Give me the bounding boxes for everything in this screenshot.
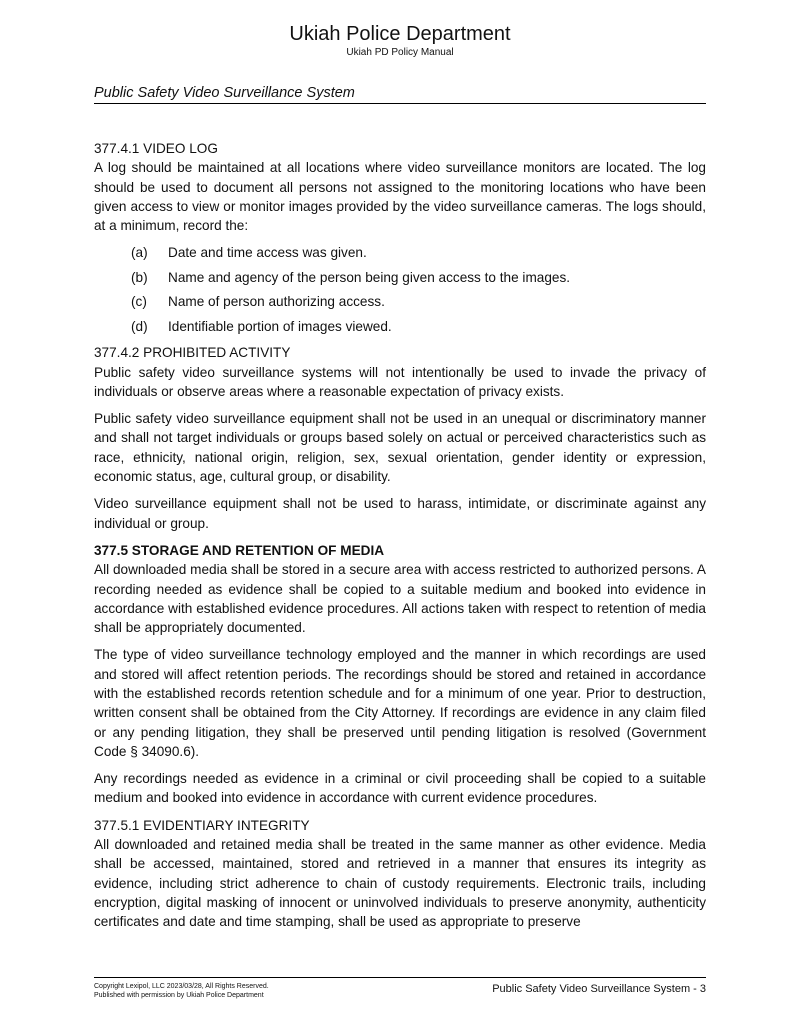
list-item-text: Date and time access was given. — [168, 245, 367, 261]
manual-name: Ukiah PD Policy Manual — [346, 47, 454, 58]
list-item — [94, 292, 706, 311]
log-requirements-list — [94, 243, 706, 336]
paragraph: The type of video surveillance technology employed and the manner in which recordings are used and stored will affect retention periods. The recordings should be stored and retained in accordance with the established records retention schedule and for a minimum of one year. Prior to destruction, written consent shall be obtained from the City Attorney. If recordings are evidence in any claim filed or any pending litigation, they shall be preserved until pending litigation is resolved (Government Code § 34090.6). — [94, 647, 706, 759]
page-header — [0, 22, 800, 59]
section-heading-prohibited-activity: 377.4.2 PROHIBITED ACTIVITY — [94, 345, 291, 361]
list-marker: (b) — [131, 269, 148, 285]
list-marker: (a) — [131, 245, 148, 261]
permission-text: Published with permission by Ukiah Police Department — [94, 991, 264, 999]
paragraph: Public safety video surveillance equipment shall not be used in an unequal or discriminatory manner and shall not target individuals or groups based solely on actual or perceived characteristics such as race, ethnicity, national origin, religion, sex, sexual orientation, gender identity or expression, economic status, age, cultural group, or disability. — [94, 411, 706, 485]
document-body — [94, 139, 706, 940]
list-item — [94, 268, 706, 287]
copyright-text: Copyright Lexipol, LLC 2023/03/28, All Rights Reserved. — [94, 983, 269, 990]
list-item — [94, 243, 706, 262]
list-item-text: Identifiable portion of images viewed. — [168, 318, 392, 334]
paragraph: A log should be maintained at all locations where video surveillance monitors are located. The log should be used to document all persons not assigned to the monitoring locations who have been given access to view or monitor images provided by the video surveillance cameras. The logs should, at a minimum, record the: — [94, 160, 706, 234]
page-number-label: Public Safety Video Surveillance System - 3 — [492, 983, 706, 995]
section-heading-video-log: 377.4.1 VIDEO LOG — [94, 141, 218, 156]
list-item-text: Name of person authorizing access. — [168, 294, 385, 310]
list-item — [94, 317, 706, 336]
list-marker: (d) — [131, 318, 148, 334]
list-item-text: Name and agency of the person being given access to the images. — [168, 269, 571, 285]
paragraph: All downloaded media shall be stored in a secure area with access restricted to authorized persons. A recording needed as evidence shall be copied to a suitable medium and booked into evidence in accordance with established evidence procedures. All actions taken with respect to retention of media shall be appropriately documented. — [94, 562, 706, 636]
organization-name: Ukiah Police Department — [289, 23, 511, 45]
footer-divider — [94, 977, 706, 978]
chapter-title: Public Safety Video Surveillance System — [94, 84, 706, 104]
paragraph: Any recordings needed as evidence in a criminal or civil proceeding shall be copied to a suitable medium and booked into evidence in accordance with current evidence procedures. — [94, 771, 706, 806]
paragraph: Video surveillance equipment shall not be used to harass, intimidate, or discriminate against any individual or group. — [94, 496, 706, 531]
section-heading-storage-retention: 377.5 STORAGE AND RETENTION OF MEDIA — [94, 542, 385, 558]
paragraph: All downloaded and retained media shall be treated in the same manner as other evidence. Media shall be accessed, maintained, stored and retrieved in a manner that ensures its integrity as evidence, including strict adherence to chain of custody requirements. Electronic trails, including encryption, digital masking of innocent or uninvolved individuals to preserve anonymity, authenticity certificates and date and time stamping, shall be used as appropriate to preserve — [94, 837, 706, 930]
section-heading-evidentiary-integrity: 377.5.1 EVIDENTIARY INTEGRITY — [94, 817, 310, 833]
list-marker: (c) — [131, 294, 147, 310]
paragraph: Public safety video surveillance systems will not intentionally be used to invade the privacy of individuals or observe areas where a reasonable expectation of privacy exists. — [94, 364, 706, 399]
footer-copyright — [94, 983, 269, 1000]
